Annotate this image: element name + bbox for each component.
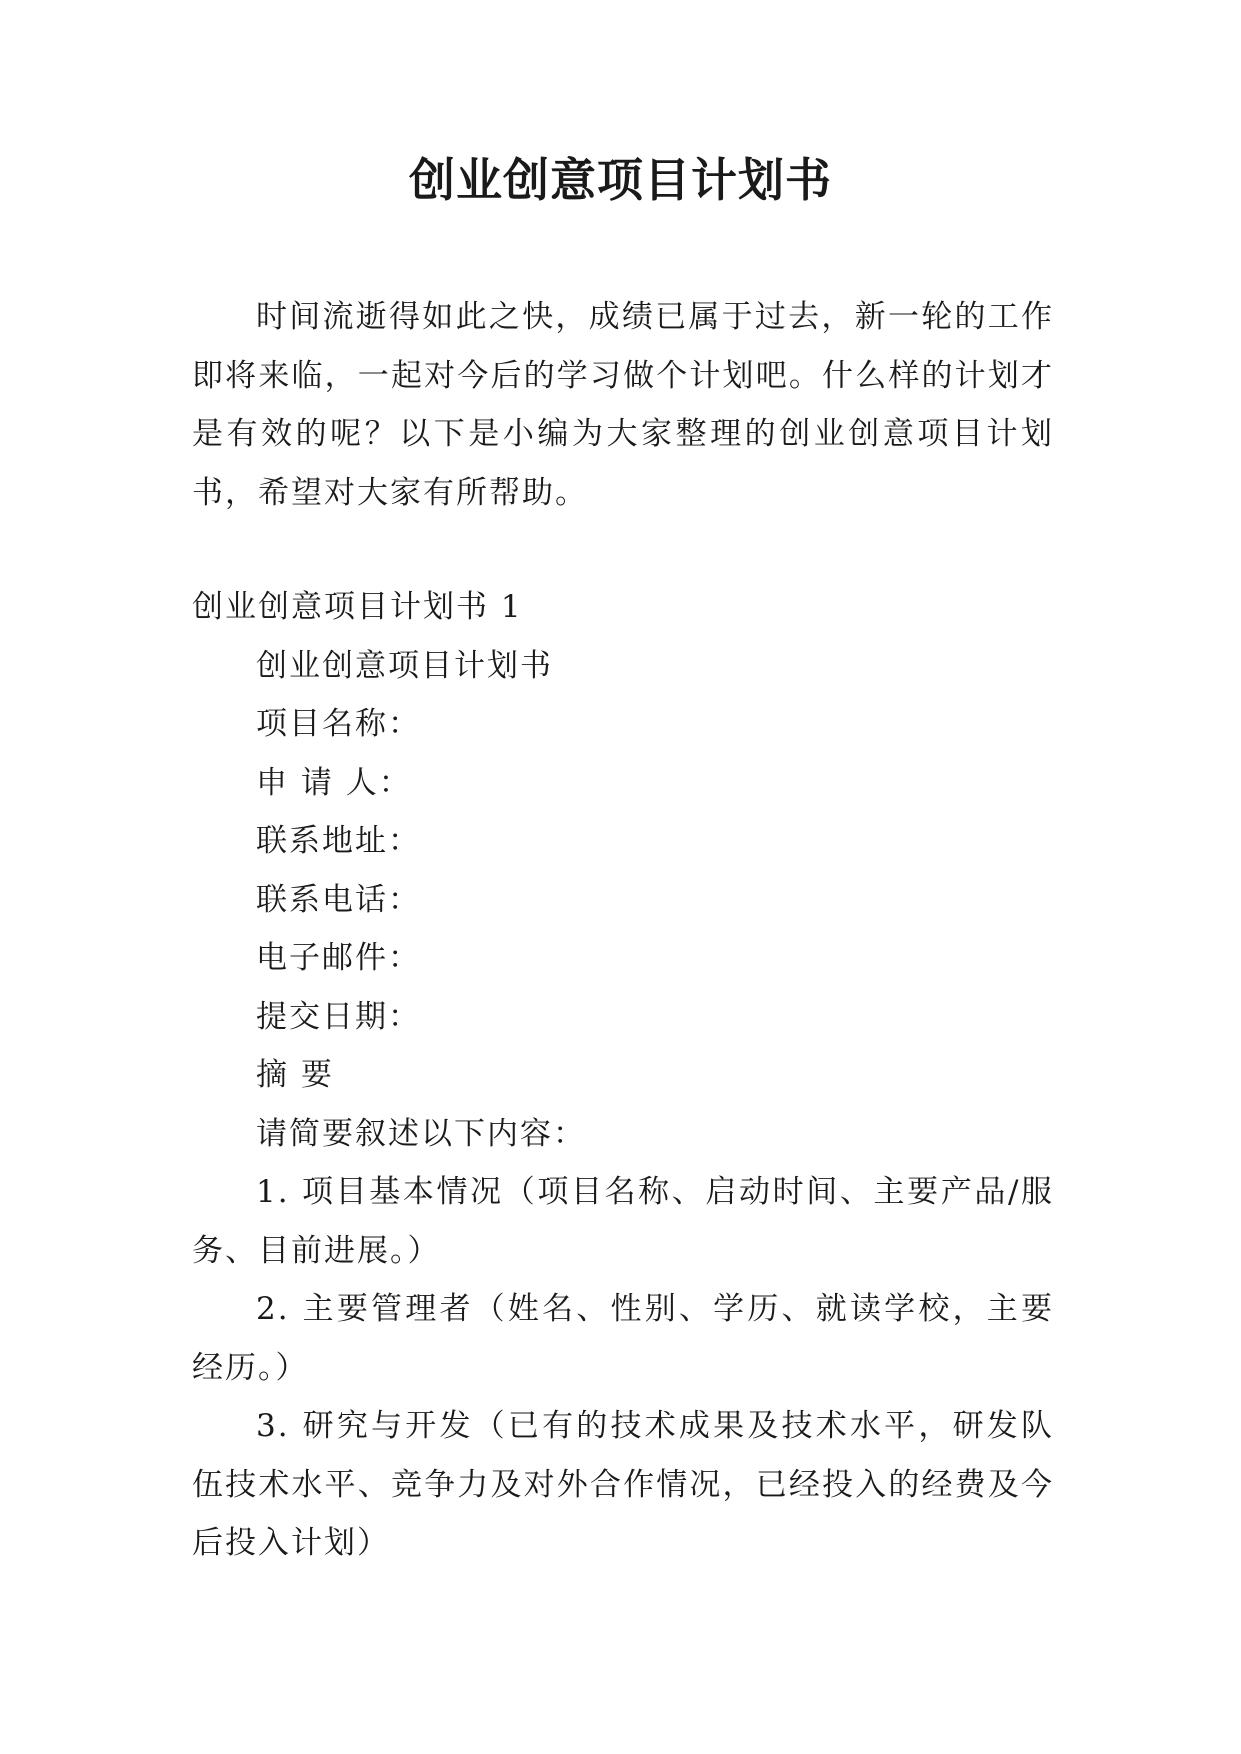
field-phone: 联系电话： <box>256 881 421 918</box>
field-submit-date: 提交日期： <box>256 998 421 1035</box>
document-title: 创业创意项目计划书 <box>409 153 832 207</box>
field-applicant: 申 请 人： <box>256 764 412 801</box>
intro-paragraph: 时间流逝得如此之快，成绩已属于过去，新一轮的工作即将来临，一起对今后的学习做个计划吧。什么样的计划才是有效的呢？以下是小编为大家整理的创业创意项目计划书，希望对大家有所帮助。 <box>192 299 1054 511</box>
field-address: 联系地址： <box>256 823 421 859</box>
abstract-prompt: 请简要叙述以下内容： <box>256 1115 586 1152</box>
field-email: 电子邮件： <box>256 940 421 976</box>
field-project-name: 项目名称： <box>256 706 421 742</box>
section-subtitle: 创业创意项目计划书 <box>256 647 553 684</box>
abstract-item-1: 1. 项目基本情况（项目名称、启动时间、主要产品/服务、目前进展。） <box>192 1174 1054 1269</box>
document-body <box>192 578 1054 1573</box>
abstract-item-3: 3. 研究与开发（已有的技术成果及技术水平，研发队伍技术水平、竞争力及对外合作情况，已经投入的经费及今后投入计划） <box>192 1408 1054 1561</box>
section-heading: 创业创意项目计划书 1 <box>192 589 523 625</box>
abstract-item-2: 2. 主要管理者（姓名、性别、学历、就读学校，主要经历。） <box>192 1291 1054 1386</box>
abstract-heading: 摘 要 <box>256 1057 334 1093</box>
